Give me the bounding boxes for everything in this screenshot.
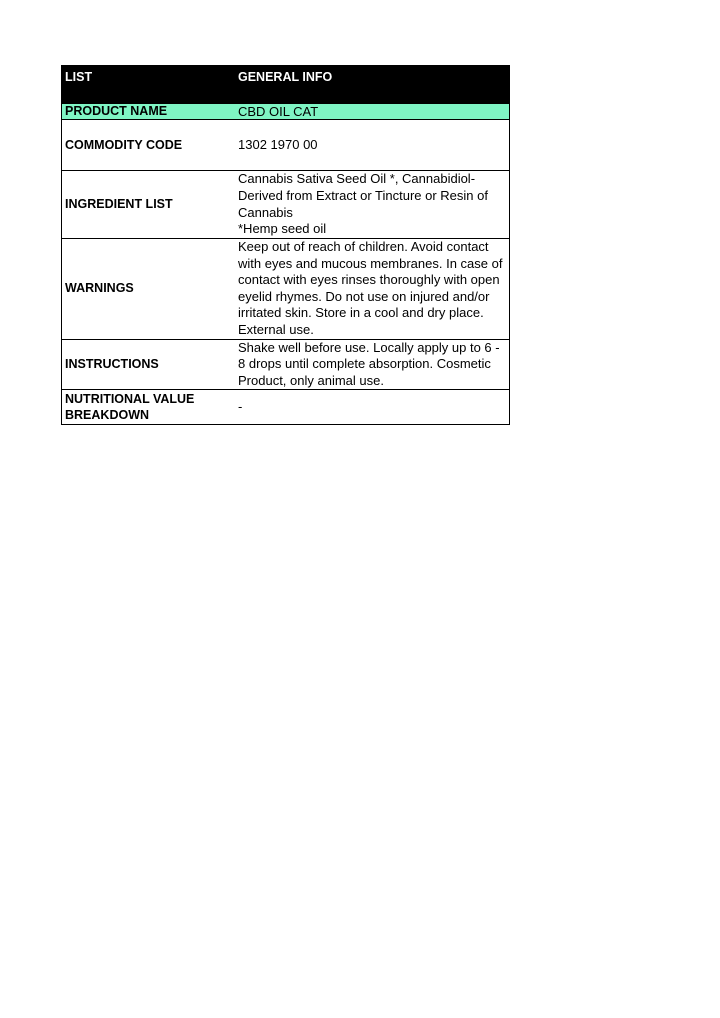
table-row-instructions — [62, 339, 510, 390]
ingredient-list-value — [235, 171, 510, 239]
warnings-line: eyelid rhymes. Do not use on injured and/or — [238, 288, 490, 304]
table-row-nutritional-value — [62, 390, 510, 425]
table-row-warnings — [62, 239, 510, 340]
table-header-row — [62, 66, 510, 105]
product-name-value: CBD OIL CAT — [235, 104, 510, 120]
nutritional-value-value: - — [238, 399, 243, 415]
ingredient-line: Cannabis Sativa Seed Oil *, Cannabidiol- — [238, 171, 476, 187]
warnings-value — [235, 239, 510, 340]
warnings-label: WARNINGS — [62, 239, 236, 340]
ingredient-line: Derived from Extract or Tincture or Resin of — [238, 187, 488, 203]
instructions-value — [235, 339, 510, 390]
ingredient-list-label: INGREDIENT LIST — [62, 171, 236, 239]
header-general-info-label: GENERAL INFO — [235, 66, 510, 105]
instructions-line: 8 drops until complete absorption. Cosmetic — [238, 356, 491, 372]
warnings-line: Keep out of reach of children. Avoid contact — [238, 239, 489, 254]
header-list-label: LIST — [62, 66, 236, 105]
instructions-line: Product, only animal use. — [238, 372, 384, 388]
table-row-commodity-code — [62, 120, 510, 171]
warnings-line: irritated skin. Store in a cool and dry place. — [238, 305, 484, 321]
nutritional-value-label-line: BREAKDOWN — [65, 408, 150, 423]
table-row-product-name — [62, 104, 510, 120]
instructions-line: Shake well before use. Locally apply up to 6 - — [238, 339, 500, 355]
table-row-ingredient-list — [62, 171, 510, 239]
nutritional-value-label-line: NUTRITIONAL VALUE — [65, 391, 195, 406]
ingredient-line: Cannabis — [238, 204, 293, 220]
product-name-label: PRODUCT NAME — [62, 104, 236, 120]
ingredient-line: *Hemp seed oil — [238, 221, 327, 237]
warnings-line: contact with eyes rinses thoroughly with open — [238, 272, 500, 288]
nutritional-value-label — [62, 390, 236, 425]
commodity-code-value: 1302 1970 00 — [235, 120, 510, 171]
instructions-label: INSTRUCTIONS — [62, 339, 236, 390]
warnings-line: with eyes and mucous membranes. In case of — [238, 255, 503, 271]
commodity-code-label: COMMODITY CODE — [62, 120, 236, 171]
product-info-table — [61, 65, 510, 425]
warnings-line: External use. — [238, 321, 314, 337]
